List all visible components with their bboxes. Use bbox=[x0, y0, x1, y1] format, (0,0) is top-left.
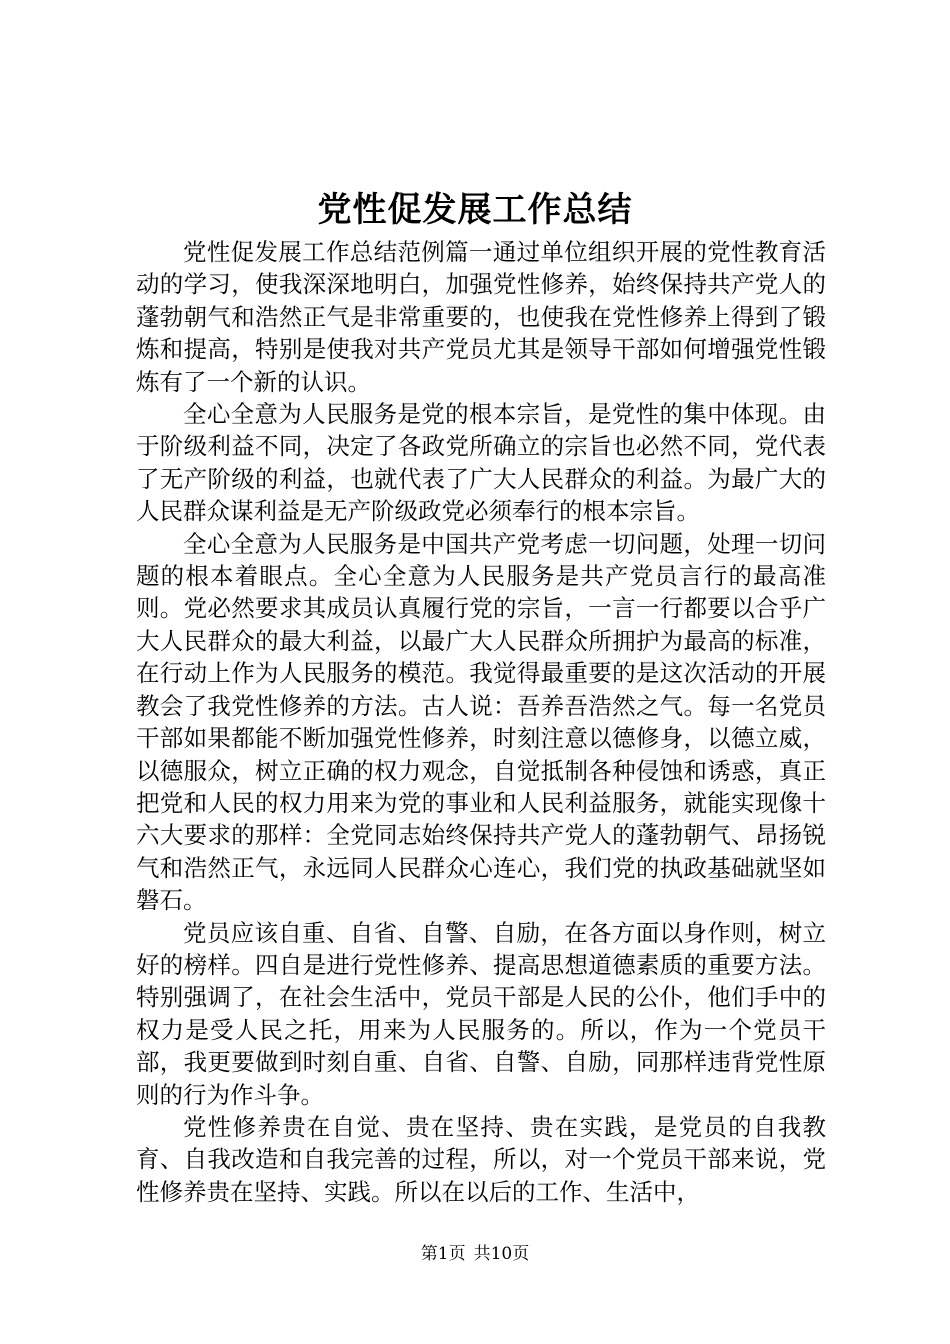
paragraph: 党员应该自重、自省、自警、自励，在各方面以身作则，树立好的榜样。四自是进行党性修养、提高思想道德素质的重要方法。特别强调了，在社会生活中，党员干部是人民的公仆，他们手中的权力是受人民之托，用来为人民服务的。所以，作为一个党员干部，我更要做到时刻自重、自省、自警、自励，同那样违背党性原则的行为作斗争。 bbox=[136, 918, 826, 1109]
page-footer bbox=[0, 1242, 950, 1266]
page-number-current: 第1页 bbox=[420, 1244, 466, 1264]
paragraph: 全心全意为人民服务是党的根本宗旨，是党性的集中体现。由于阶级利益不同，决定了各政党所确立的宗旨也必然不同，党代表了无产阶级的利益，也就代表了广大人民群众的利益。为最广大的人民群众谋利益是无产阶级政党必须奉行的根本宗旨。 bbox=[136, 400, 826, 526]
document-title: 党性促发展工作总结 bbox=[317, 190, 633, 230]
paragraph: 党性促发展工作总结范例篇一通过单位组织开展的党性教育活动的学习，使我深深地明白，加强党性修养，始终保持共产党人的蓬勃朝气和浩然正气是非常重要的，也使我在党性修养上得到了锻炼和提高，特别是使我对共产党员尤其是领导干部如何增强党性锻炼有了一个新的认识。 bbox=[136, 238, 826, 396]
paragraph: 党性修养贵在自觉、贵在坚持、贵在实践，是党员的自我教育、自我改造和自我完善的过程，所以，对一个党员干部来说，党性修养贵在坚持、实践。所以在以后的工作、生活中， bbox=[136, 1112, 826, 1206]
document-body bbox=[136, 236, 826, 1208]
paragraph: 全心全意为人民服务是中国共产党考虑一切问题，处理一切问题的根本着眼点。全心全意为人民服务是共产党员言行的最高准则。党必然要求其成员认真履行党的宗旨，一言一行都要以合乎广大人民群众的最大利益，以最广大人民群众所拥护为最高的标准，在行动上作为人民服务的模范。我觉得最重要的是这次活动的开展教会了我党性修养的方法。古人说：吾养吾浩然之气。每一名党员干部如果都能不断加强党性修养，时刻注意以德修身，以德立威，以德服众，树立正确的权力观念，自觉抵制各种侵蚀和诱惑，真正把党和人民的权力用来为党的事业和人民利益服务，就能实现像十六大要求的那样：全党同志始终保持共产党人的蓬勃朝气、昂扬锐气和浩然正气，永远同人民群众心连心，我们党的执政基础就坚如磐石。 bbox=[136, 529, 826, 915]
page-number-total: 共10页 bbox=[473, 1244, 530, 1264]
